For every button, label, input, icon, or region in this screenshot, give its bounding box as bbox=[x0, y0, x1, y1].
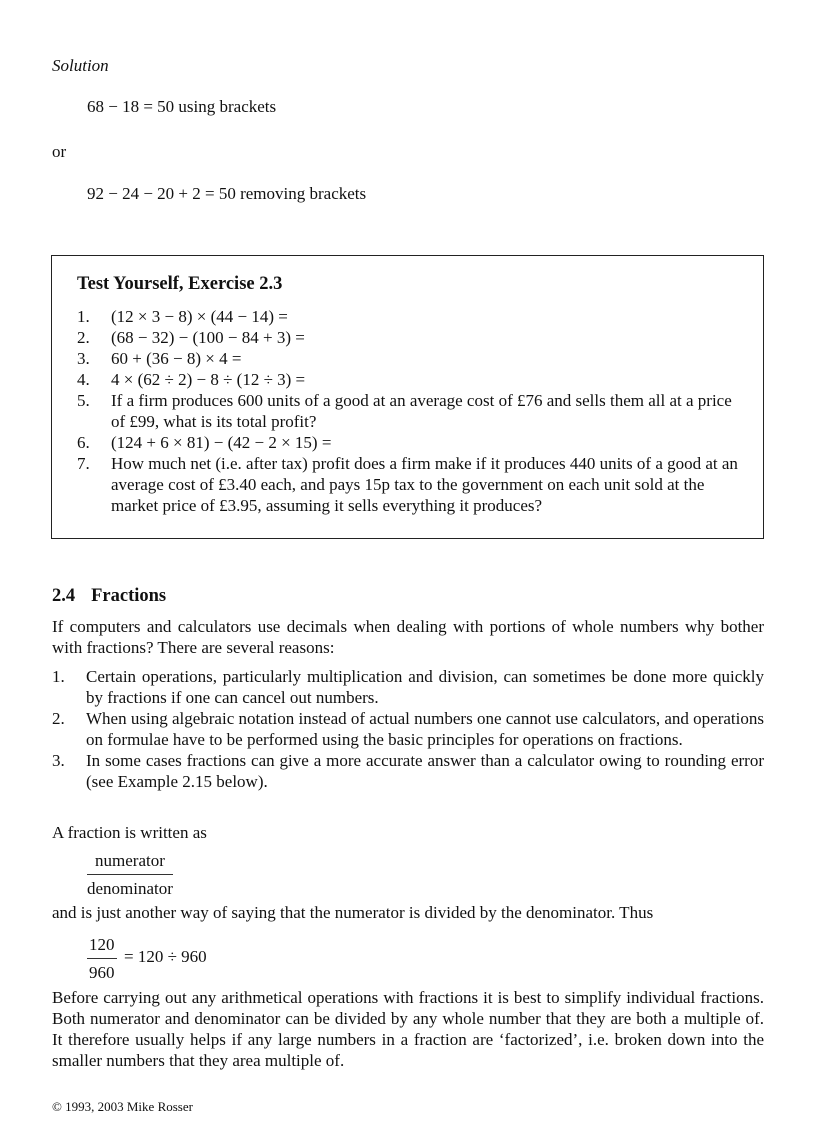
or-text: or bbox=[52, 142, 67, 161]
item-number: 3. bbox=[52, 751, 65, 770]
copyright-footer: © 1993, 2003 Mike Rosser bbox=[52, 1099, 193, 1114]
item-number: 2. bbox=[52, 709, 65, 728]
item-text: Certain operations, particularly multiplication and division, can sometimes be done more quickly by fractions if one can cancel out numbers. bbox=[86, 667, 764, 707]
reason-item bbox=[52, 666, 764, 708]
fraction-denominator: denominator bbox=[87, 879, 173, 898]
item-number: 3. bbox=[77, 349, 90, 368]
fraction-example bbox=[87, 934, 117, 983]
exercise-item bbox=[77, 432, 747, 453]
intro-paragraph: If computers and calculators use decimals when dealing with portions of whole numbers why bother with fractions? There are several reasons: bbox=[52, 617, 764, 657]
item-number: 4. bbox=[77, 370, 90, 389]
item-text: 4 × (62 ÷ 2) − 8 ÷ (12 ÷ 3) = bbox=[111, 370, 306, 389]
exercise-item bbox=[77, 306, 747, 327]
fraction-numerator: 120 bbox=[87, 934, 117, 959]
fraction-numerator: numerator bbox=[87, 850, 173, 875]
item-number: 6. bbox=[77, 433, 90, 452]
exercise-box bbox=[51, 255, 764, 539]
item-number: 1. bbox=[77, 307, 90, 326]
solution-line-1: 68 − 18 = 50 using brackets bbox=[87, 97, 277, 116]
item-text: In some cases fractions can give a more accurate answer than a calculator owing to rounding error (see Example 2.15 below). bbox=[86, 751, 764, 791]
fraction-intro: A fraction is written as bbox=[52, 823, 207, 842]
exercise-item bbox=[77, 453, 747, 516]
fraction-denominator: 960 bbox=[89, 963, 115, 982]
exercise-title: Test Yourself, Exercise 2.3 bbox=[77, 274, 283, 294]
item-number: 1. bbox=[52, 667, 65, 686]
item-text: (12 × 3 − 8) × (44 − 14) = bbox=[111, 307, 288, 326]
exercise-item bbox=[77, 348, 747, 369]
item-text: (124 + 6 × 81) − (42 − 2 × 15) = bbox=[111, 433, 332, 452]
item-number: 2. bbox=[77, 328, 90, 347]
item-text: If a firm produces 600 units of a good at an average cost of £76 and sells them all at a price of £99, what is its total profit? bbox=[111, 391, 732, 431]
item-text: (68 − 32) − (100 − 84 + 3) = bbox=[111, 328, 305, 347]
item-number: 5. bbox=[77, 391, 90, 410]
reason-item bbox=[52, 708, 764, 750]
fraction-general bbox=[87, 850, 173, 899]
section-number: 2.4 bbox=[52, 586, 76, 606]
section-title: Fractions bbox=[91, 586, 167, 606]
reasons-list bbox=[52, 666, 764, 792]
exercise-item bbox=[77, 390, 747, 432]
solution-line-2: 92 − 24 − 20 + 2 = 50 removing brackets bbox=[87, 184, 367, 203]
fraction-equation-rhs: = 120 ÷ 960 bbox=[124, 947, 207, 966]
item-text: 60 + (36 − 8) × 4 = bbox=[111, 349, 242, 368]
thus-paragraph: and is just another way of saying that the numerator is divided by the denominator. Thus bbox=[52, 903, 654, 922]
item-text: How much net (i.e. after tax) profit does a firm make if it produces 440 units of a good at an average cost of £3.40 each, and pays 15p tax to the government on each unit sold at the market price of £3.95, assuming it sells everything it produces? bbox=[111, 454, 738, 515]
closing-paragraph: Before carrying out any arithmetical operations with fractions it is best to simplify individual fractions. Both numerator and denominator can be divided by any whole number that they are both a multiple of. It therefore usually helps if any large numbers in a fraction are ‘factorized’, i.e. broken down into the smaller numbers that they area multiple of. bbox=[52, 988, 764, 1070]
solution-label: Solution bbox=[52, 56, 109, 75]
reason-item bbox=[52, 750, 764, 792]
exercise-item bbox=[77, 327, 747, 348]
section-heading bbox=[52, 586, 166, 607]
item-text: When using algebraic notation instead of actual numbers one cannot use calculators, and operations on formulae have to be performed using the basic principles for operations on fractions. bbox=[86, 709, 764, 749]
exercise-list bbox=[77, 306, 747, 516]
exercise-item bbox=[77, 369, 747, 390]
item-number: 7. bbox=[77, 454, 90, 473]
